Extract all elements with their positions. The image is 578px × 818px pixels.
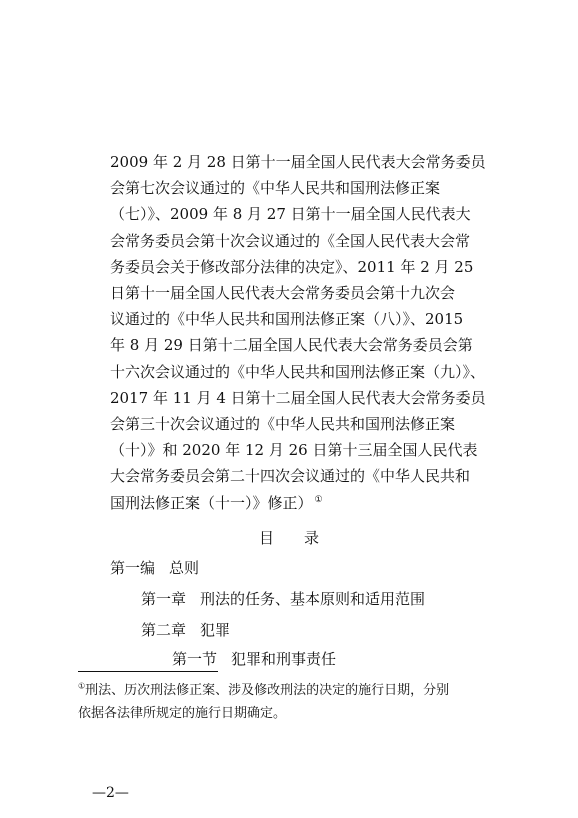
toc-heading: 目录	[258, 529, 349, 547]
intro-line-6: 日第十一届全国人民代表大会常务委员会第十九次会	[110, 284, 456, 302]
toc-item-label: 第二章	[141, 621, 187, 639]
intro-line-9: 十六次会议通过的《中华人民共和国刑法修正案（九）》、	[110, 363, 486, 381]
footnote-divider	[78, 671, 218, 672]
intro-line-2: 会第七次会议通过的《中华人民共和国刑法修正案	[110, 179, 441, 197]
intro-line-1: 2009 年 2 月 28 日第十一届全国人民代表大会常务委员	[110, 153, 486, 171]
intro-line-12: （十）》和 2020 年 12 月 26 日第十三届全国人民代表	[110, 441, 478, 459]
toc-item-title: 犯罪	[200, 621, 231, 639]
footnote-marker: ①	[78, 681, 86, 691]
intro-line-7: 议通过的《中华人民共和国刑法修正案（八）》、2015	[110, 310, 464, 328]
toc-item-label: 第一节	[172, 650, 218, 668]
intro-line-14	[110, 493, 323, 513]
toc-item-section-1	[172, 649, 336, 669]
toc-item-title: 总则	[169, 559, 200, 577]
intro-line-13: 大会常务委员会第二十四次会议通过的《中华人民共和	[110, 467, 471, 485]
intro-line-3: （七）》、2009 年 8 月 27 日第十一届全国人民代表大	[110, 205, 471, 223]
toc-item-chapter-1	[141, 589, 425, 609]
toc-item-label: 第一编	[110, 559, 156, 577]
intro-line-4: 会常务委员会第十次会议通过的《全国人民代表大会常	[110, 232, 471, 250]
toc-item-label: 第一章	[141, 590, 187, 608]
footnote-line-1	[78, 682, 449, 700]
intro-line-11: 会第三十次会议通过的《中华人民共和国刑法修正案	[110, 415, 456, 433]
toc-item-chapter-2	[141, 620, 230, 640]
footnote-text: 刑法、历次刑法修正案、涉及修改刑法的决定的施行日期，分别	[85, 683, 450, 698]
page-number: —2—	[92, 785, 129, 801]
intro-line-10: 2017 年 11 月 4 日第十二届全国人民代表大会常务委员	[110, 389, 486, 407]
footnote-line-2: 依据各法律所规定的施行日期确定。	[78, 706, 287, 721]
intro-line-text: 国刑法修正案（十一）》修正）	[110, 494, 313, 512]
toc-item-part-1	[110, 558, 199, 578]
toc-item-title: 犯罪和刑事责任	[231, 650, 337, 668]
toc-item-title: 刑法的任务、基本原则和适用范围	[200, 590, 426, 608]
footnote-reference-marker: ①	[314, 495, 323, 505]
intro-line-8: 年 8 月 29 日第十二届全国人民代表大会常务委员会第	[110, 336, 473, 354]
intro-line-5: 务委员会关于修改部分法律的决定》、2011 年 2 月 25	[110, 258, 474, 276]
